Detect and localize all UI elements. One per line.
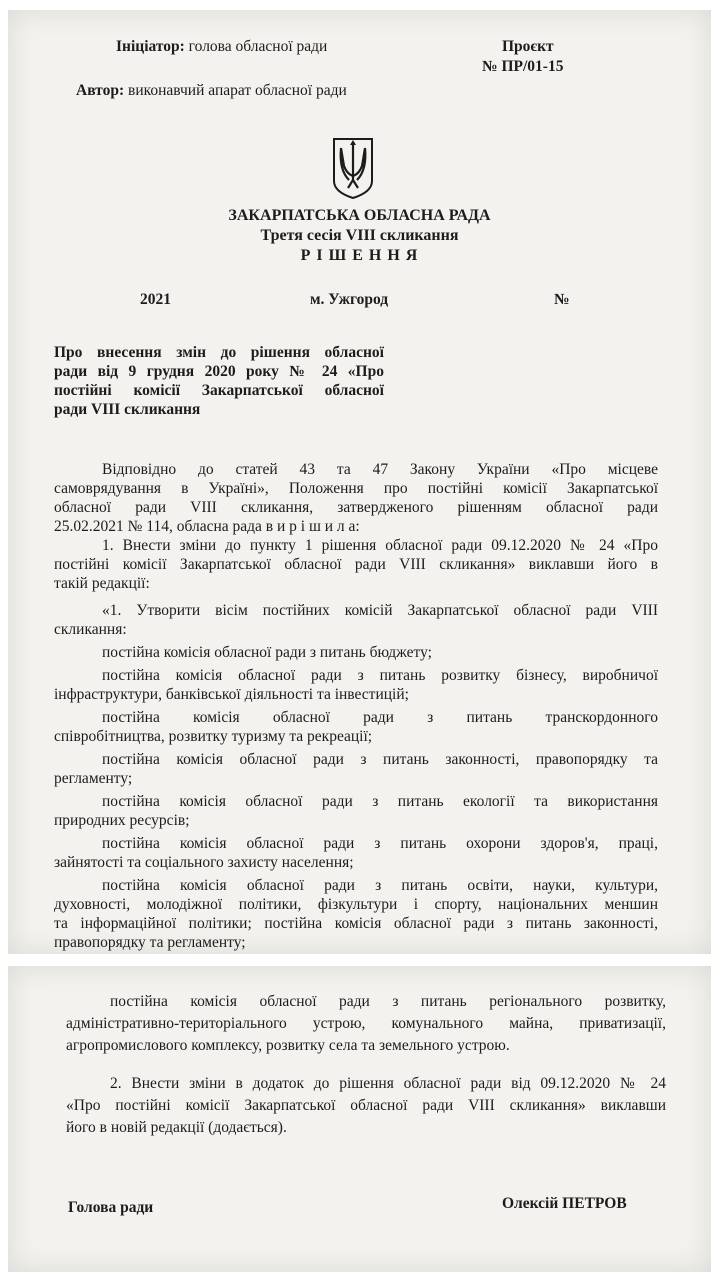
project-label: Проєкт: [502, 38, 554, 55]
initiator-line: [116, 37, 327, 56]
decision-year: 2021: [140, 291, 171, 308]
body-line: духовності, молодіжної політики, фізкультури і спорту, національних меншин: [54, 896, 658, 913]
body-line: 1. Внести зміни до пункту 1 рішення обласної ради 09.12.2020 № 24 «Про: [102, 537, 658, 554]
trident-emblem-icon: [331, 136, 375, 200]
body-line: правопорядку та регламенту;: [54, 934, 246, 951]
body-line: постійна комісія обласної ради з питань освіти, науки, культури,: [102, 877, 658, 894]
author-label: Автор:: [76, 82, 125, 99]
document-page-1: [8, 10, 711, 954]
initiator-label: Ініціатор:: [116, 38, 185, 55]
body-line: постійна комісія обласної ради з питань регіонального розвитку,: [110, 993, 666, 1010]
body-line: скликання:: [54, 621, 127, 638]
project-number: № ПР/01-15: [482, 58, 564, 75]
author-line: [76, 81, 347, 100]
body-line: постійні комісії Закарпатської обласної ради VIII скликання» виклавши його в: [54, 556, 658, 573]
body-line: постійна комісія обласної ради з питань охорони здоров'я, праці,: [102, 835, 658, 852]
body-line: та інформаційної політики; постійна комісія обласної ради з питань законності,: [54, 915, 658, 932]
body-line: зайнятості та соціального захисту населення;: [54, 854, 354, 871]
body-line: постійна комісія обласної ради з питань екології та використання: [102, 793, 658, 810]
body-line: «1. Утворити вісім постійних комісій Закарпатської обласної ради VIII: [102, 602, 658, 619]
body-line: агропромислового комплексу, розвитку села та земельного устрою.: [66, 1037, 510, 1054]
body-line: природних ресурсів;: [54, 812, 190, 829]
body-line: Відповідно до статей 43 та 47 Закону України «Про місцеве: [102, 461, 658, 478]
body-line: співробітництва, розвитку туризму та рекреації;: [54, 728, 373, 745]
initiator-value: голова обласної ради: [188, 38, 328, 55]
body-line: 2. Внести зміни в додаток до рішення обласної ради від 09.12.2020 № 24: [110, 1075, 666, 1092]
signature-position: Голова ради: [68, 1199, 154, 1216]
subject-line: Про внесення змін до рішення обласної: [54, 344, 384, 361]
body-line: адміністративно-територіального устрою, комунального майна, приватизації,: [66, 1015, 666, 1032]
body-line: постійна комісія обласної ради з питань розвитку бізнесу, виробничої: [102, 667, 658, 684]
session-title: Третя сесія VIII скликання: [260, 227, 459, 244]
subject-line: ради від 9 грудня 2020 року № 24 «Про: [54, 363, 384, 380]
body-line: обласної ради VIII скликання, затвердженого рішенням обласної ради: [54, 499, 658, 516]
decision-title: Р І Ш Е Н Н Я: [300, 247, 419, 264]
subject-line: постійні комісії Закарпатської обласної: [54, 382, 384, 399]
body-line: постійна комісія обласної ради з питань бюджету;: [102, 644, 432, 661]
council-name: ЗАКАРПАТСЬКА ОБЛАСНА РАДА: [228, 207, 491, 224]
signature-name: Олексій ПЕТРОВ: [502, 1195, 627, 1212]
decision-city: м. Ужгород: [310, 291, 389, 308]
body-line: 25.02.2021 № 114, обласна рада в и р і ш и л а:: [54, 518, 360, 535]
body-line: самоврядування в Україні», Положення про постійні комісії Закарпатської: [54, 480, 658, 497]
body-line: такій редакції:: [54, 575, 150, 592]
body-line: постійна комісія обласної ради з питань законності, правопорядку та: [102, 751, 658, 768]
body-line: регламенту;: [54, 770, 133, 787]
document-page-2: [8, 966, 711, 1272]
body-line: інфраструктури, банківської діяльності та інвестицій;: [54, 686, 409, 703]
subject-line: ради VIII скликання: [54, 401, 201, 418]
body-line: постійна комісія обласної ради з питань транскордонного: [102, 709, 658, 726]
body-line: «Про постійні комісії Закарпатської обласної ради VIII скликання» виклавши: [66, 1097, 666, 1114]
author-value: виконавчий апарат обласної ради: [128, 82, 347, 99]
decision-number: №: [554, 291, 570, 308]
body-line: його в новій редакції (додається).: [66, 1119, 287, 1136]
